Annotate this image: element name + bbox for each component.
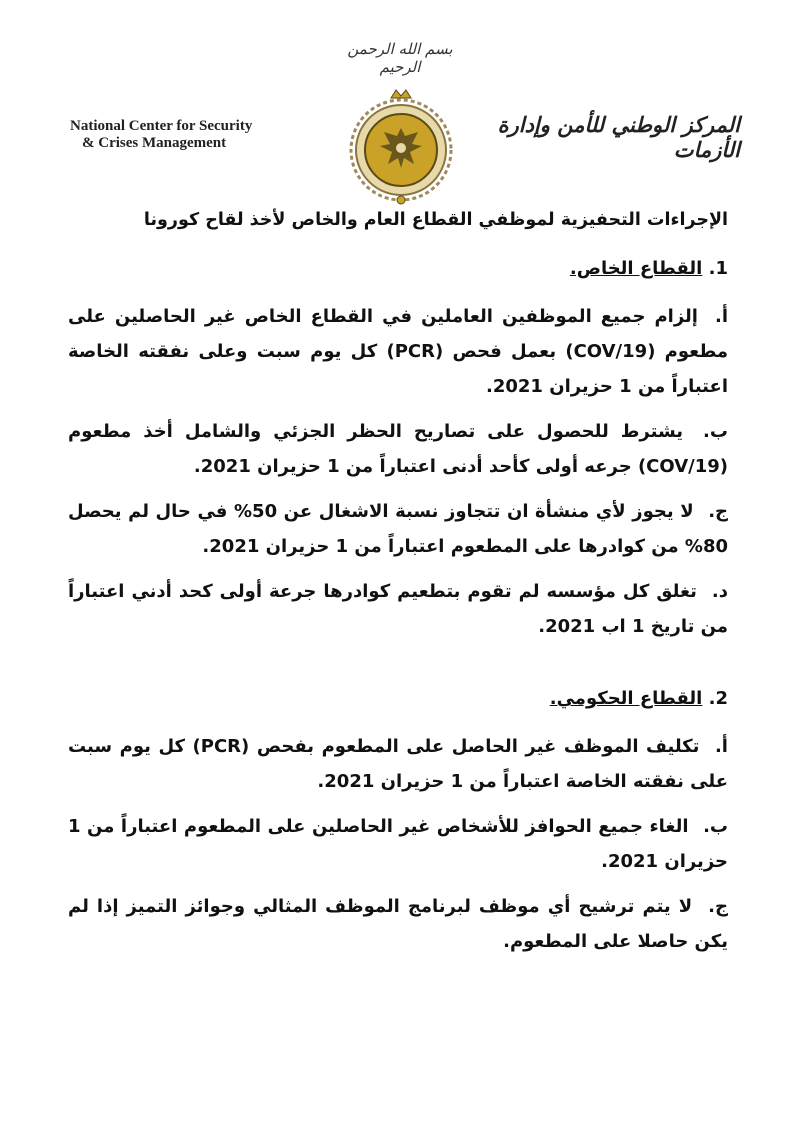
item-mark: ب.: [703, 816, 728, 837]
org-name-arabic: المركز الوطني للأمن وإدارة الأزمات: [497, 112, 740, 162]
section-title: القطاع الحكومي.: [549, 688, 703, 709]
list-item: [68, 574, 728, 644]
section-number: 1.: [708, 258, 728, 279]
document-title: الإجراءات التحفيزية لموظفي القطاع العام والخاص لأخذ لقاح كورونا: [143, 210, 728, 230]
item-text: تكليف الموظف غير الحاصل على المطعوم بفحص (PCR) كل يوم سبت على نفقته الخاصة اعتباراً من 1 حزيران 2021.: [68, 736, 728, 792]
basmala-calligraphy: بسم الله الرحمن الرحيم: [347, 40, 453, 76]
item-text: يشترط للحصول على تصاريح الحظر الجزئي والشامل أخذ مطعوم (COV/19) جرعه أولى كأحد أدنى اعتباراً من 1 حزيران 2021.: [68, 421, 728, 477]
document-body: [68, 210, 728, 969]
item-mark: أ.: [714, 306, 728, 327]
item-text: لا يجوز لأي منشأة ان تتجاوز نسبة الاشغال عن 50% في حال لم يحصل 80% من كوادرها على المطعوم اعتباراً من 1 حزيران 2021.: [68, 501, 728, 557]
item-text: إلزام جميع الموظفين العاملين في القطاع الخاص غير الحاصلين على مطعوم (COV/19) بعمل فحص (PCR) كل يوم سبت وعلى نفقته الخاصة اعتباراً من 1 حزيران 2021.: [68, 306, 729, 397]
list-item: [68, 494, 728, 564]
org-name-en-line1: National Center for Security: [70, 118, 253, 134]
list-item: [68, 729, 728, 799]
item-text: لا يتم ترشيح أي موظف لبرنامج الموظف المثالي وجوائز التميز إذا لم يكن حاصلا على المطعوم.: [68, 896, 728, 952]
item-mark: د.: [711, 581, 728, 602]
section-heading-private: [68, 258, 728, 279]
section-number: 2.: [708, 688, 728, 709]
org-name-en-line2: & Crises Management: [82, 135, 227, 151]
section-title: القطاع الخاص.: [569, 258, 703, 279]
section-spacer: [68, 654, 728, 688]
item-text: تغلق كل مؤسسه لم تقوم بتطعيم كوادرها جرعة أولى كحد أدني اعتباراً من تاريخ 1 اب 2021.: [68, 581, 728, 637]
national-emblem-icon: [342, 88, 460, 206]
item-mark: ج.: [708, 501, 728, 522]
list-item: [68, 889, 728, 959]
item-mark: ج.: [708, 896, 728, 917]
item-mark: ب.: [703, 421, 728, 442]
list-item: [68, 809, 728, 879]
org-name-english: [70, 118, 330, 152]
list-item: [68, 414, 728, 484]
section-heading-government: [68, 688, 728, 709]
item-mark: أ.: [714, 736, 728, 757]
item-text: الغاء جميع الحوافز للأشخاص غير الحاصلين على المطعوم اعتباراً من 1 حزيران 2021.: [68, 816, 728, 872]
list-item: [68, 299, 728, 404]
